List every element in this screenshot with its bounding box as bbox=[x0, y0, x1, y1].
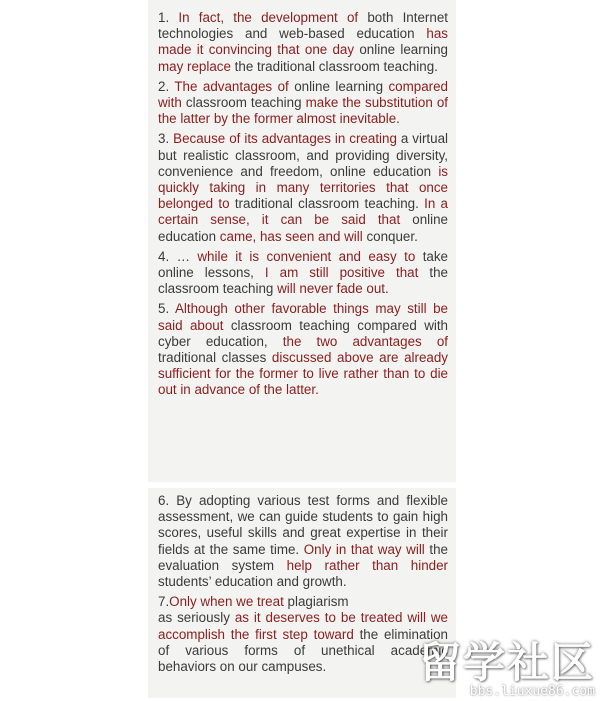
text-segment: 3. bbox=[158, 131, 174, 147]
text-segment: students’ education and growth. bbox=[158, 574, 347, 590]
highlighted-phrase: Although other favorable things may still be said about bbox=[158, 301, 448, 333]
highlighted-phrase: The advantages of bbox=[174, 78, 289, 94]
paragraph-1 bbox=[158, 0, 448, 75]
text-segment: 1. bbox=[158, 10, 179, 25]
text-segment: . bbox=[396, 111, 400, 127]
text-segment: classroom teaching compared with cyber education, bbox=[158, 317, 449, 349]
text-segment: the elimination of various forms of unethical academic behaviors on our campuses. bbox=[158, 626, 448, 675]
text-segment: classroom teaching bbox=[181, 95, 306, 111]
highlighted-phrase: Only when we treat bbox=[169, 594, 284, 610]
text-segment: . bbox=[385, 281, 389, 297]
highlighted-phrase: is quickly taking in many territories that once belonged to bbox=[158, 163, 448, 212]
highlighted-phrase: compared with bbox=[158, 78, 448, 111]
highlighted-phrase: as it deserves to be treated will we accomplish the first step toward bbox=[158, 610, 448, 642]
highlighted-phrase: has made it convincing that one day bbox=[158, 26, 448, 58]
highlighted-phrase: the two advantages of bbox=[282, 333, 448, 349]
text-segment: the evaluation system bbox=[158, 541, 448, 573]
highlighted-phrase: may replace bbox=[158, 58, 231, 74]
text-segment: online learning bbox=[354, 42, 448, 58]
text-segment: 2. bbox=[158, 78, 175, 94]
text-panel-top bbox=[148, 0, 456, 482]
text-segment: 7. bbox=[158, 594, 170, 610]
watermark bbox=[419, 640, 595, 699]
paragraph-3 bbox=[158, 131, 448, 244]
highlighted-phrase: help rather than hinder bbox=[286, 557, 448, 573]
highlighted-phrase: will never fade out bbox=[277, 281, 386, 297]
highlighted-phrase: In a certain sense, it can be said that bbox=[158, 196, 449, 228]
paragraph-2 bbox=[158, 79, 448, 128]
text-segment: 5. bbox=[158, 301, 175, 317]
highlighted-phrase: Only in that way will bbox=[303, 541, 425, 557]
text-segment: plagiarism bbox=[283, 594, 349, 610]
paragraph-7 bbox=[158, 594, 448, 675]
text-segment: as seriously bbox=[158, 610, 235, 626]
paragraph-6 bbox=[158, 488, 448, 590]
watermark-url: bbs.liuxue86.com bbox=[469, 684, 595, 699]
text-segment: take online lessons, bbox=[158, 248, 448, 281]
highlighted-phrase: In fact, the development of bbox=[178, 10, 359, 25]
text-segment: a virtual but realistic classroom, and providing diversity, convenience and freedom, online education bbox=[158, 131, 449, 179]
paragraph-4 bbox=[158, 249, 448, 298]
highlighted-phrase: while it is convenient and easy to bbox=[197, 248, 416, 264]
text-segment: both Internet technologies and web-based education bbox=[158, 10, 449, 42]
text-segment: 6. By adopting various test forms and flexible assessment, we can guide students to gain high scores, useful skills and great expertise in their fields at the same time. bbox=[158, 493, 448, 557]
text-segment: the classroom teaching bbox=[158, 265, 448, 297]
text-segment: 4. … bbox=[158, 248, 198, 264]
highlighted-phrase: Because of its advantages in creating bbox=[173, 131, 397, 147]
highlighted-phrase: I am still positive that bbox=[264, 265, 419, 281]
text-segment: conquer. bbox=[362, 228, 418, 244]
text-panel-bottom bbox=[148, 488, 456, 698]
text-segment: online learning bbox=[288, 78, 389, 94]
highlighted-phrase: discussed above are already sufficient for the former to live rather than to die out in advance of the latter. bbox=[158, 350, 448, 398]
text-segment: the traditional classroom teaching. bbox=[230, 58, 438, 74]
text-segment: traditional classroom teaching. bbox=[229, 196, 425, 212]
paragraph-5 bbox=[158, 301, 448, 398]
highlighted-phrase: came, has seen and will bbox=[219, 228, 363, 244]
text-segment: online education bbox=[158, 212, 449, 244]
watermark-logo: 留学社区 bbox=[418, 638, 595, 687]
text-segment: traditional classes bbox=[158, 350, 272, 366]
highlighted-phrase: make the substitution of the latter by the former almost inevitable bbox=[158, 95, 448, 127]
